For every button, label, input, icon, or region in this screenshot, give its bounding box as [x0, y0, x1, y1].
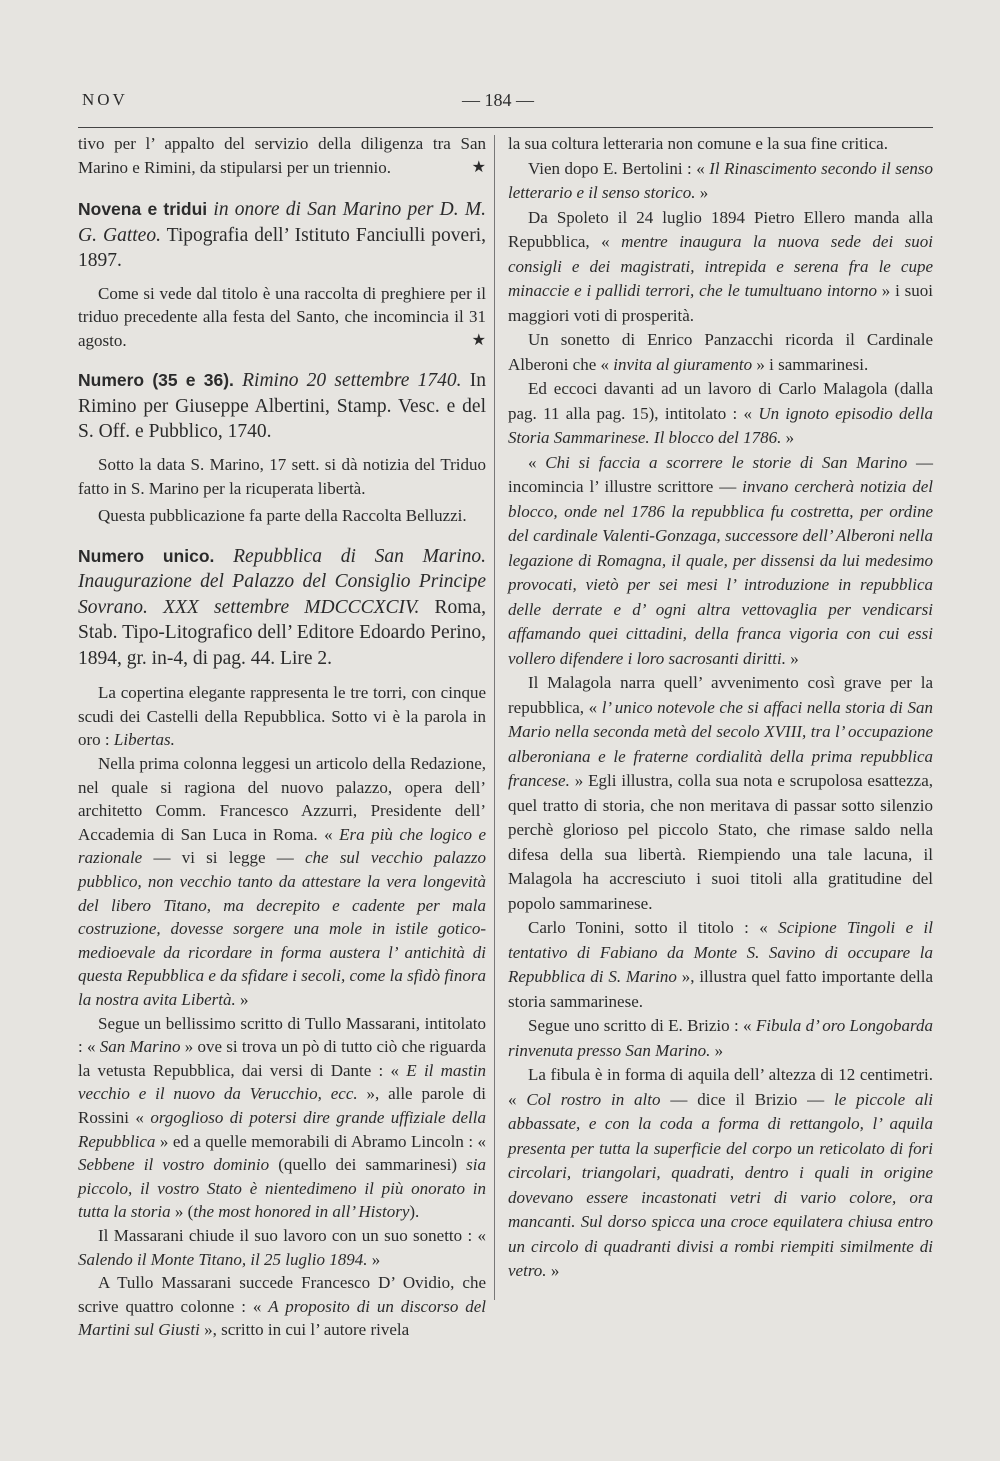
text-italic: Fibula d’ oro Longobarda rinvenuta presso San Marino. [508, 1016, 933, 1060]
text: ). [409, 1202, 420, 1222]
text-italic: le piccole ali abbassate, e con la coda a forma di rettangolo, l’ aquila presenta per tutta la superficie del corpo un reticolato di fori circolari, triangolari, quadrati, dentro i quali in origine dovevano essere incastonati vetri di vario colore, ora mancanti. Sul dorso spicca una croce equilatera chiusa entro un circolo di quadranti divisi a rombi riempiti similmente di vetro. [508, 1089, 933, 1280]
entry-numero-35-36 [78, 368, 486, 527]
text: » Egli illustra, colla sua nota e scrupolosa esattezza, quel tratto di storia, che non meritava di passar sotto silenzio perchè glorioso pel piccolo Stato, che rimase saldo nella difesa della sua libertà. Riempiendo una tale lacuna, il Malagola ha accresciuto i suoi titoli alla gratitudine del popolo sammarinese. [508, 771, 933, 913]
paragraph [508, 1063, 933, 1284]
text: » ( [170, 1202, 194, 1222]
text-italic: che sul vecchio palazzo pubblico, non vecchio tanto da attestare la vera longevità del libero Titano, ma decrepito e cadente per mala costruzione, dovesse sorgere una mole in istile gotico-medioevale da ricordare in forma austera l’ antichità di questa Repubblica e da sfidare i secoli, come la sfidò finora la nostra avita Libertà. [78, 848, 486, 1009]
entry-title-rest: Roma, Stab. Tipo-Litografico dell’ Editore Edoardo Perino, 1894, gr. in-4, di pag. 44. Lire 2. [78, 596, 486, 669]
text: Un sonetto di Enrico Panzacchi ricorda il Cardinale Alberoni che « [508, 330, 933, 374]
text: » ed a quelle memorabili di Abramo Lincoln : « [155, 1131, 486, 1151]
text: », illustra quel fatto importante della storia sammarinese. [508, 967, 933, 1011]
paragraph [78, 1224, 486, 1271]
text-italic: San Marino [99, 1037, 181, 1057]
text: Il Malagola narra quell’ avvenimento così grave per la repubblica, « [508, 673, 933, 717]
entry-title-italic: Repubblica di San Marino. Inaugurazione del Palazzo del Consiglio Principe Sovrano. XXX settembre MDCCCXCIV. [78, 545, 486, 618]
text-italic: A proposito di un discorso del Martini sul Giusti [78, 1296, 487, 1340]
text: » [781, 428, 795, 447]
text-italic: Sebbene il vostro dominio [78, 1155, 270, 1175]
text-italic: Salendo il Monte Titano, il 25 luglio 1894. [78, 1249, 368, 1269]
paragraph [508, 916, 933, 1014]
entry-note: Questa pubblicazione fa parte della Raccolta Belluzzi. [98, 506, 467, 526]
text-italic: the most honored in all’ History [193, 1202, 410, 1222]
paragraph [508, 206, 933, 329]
text: La fibula è in forma di aquila dell’ altezza di 12 centimetri. « [508, 1065, 933, 1109]
paragraph [78, 1271, 486, 1342]
text-italic: invita al giuramento [613, 354, 753, 374]
text-italic: Col rostro in alto [526, 1089, 661, 1109]
entry-title-rest: In Rimino per Giuseppe Albertini, Stamp. Vesc. e del S. Off. e Pubblico, 1740. [78, 370, 487, 443]
paragraph: la sua coltura letteraria non comune e la sua fine critica. [508, 134, 888, 153]
paragraph [78, 752, 486, 1012]
text: » ove si trova un pò di tutto ciò che riguarda la vetusta Repubblica, dai versi di Dante : « [78, 1037, 487, 1080]
text: — incomincia l’ illustre scrittore — [508, 452, 934, 496]
text: » i suoi maggiori voti di prosperità. [508, 281, 933, 325]
text-italic: Scipione Tingoli e il tentativo di Fabiano da Monte S. Savino di occupare la Repubblica di S. Marino [508, 918, 933, 986]
paragraph [508, 157, 933, 206]
text: « [528, 452, 546, 472]
star-icon: ★ [471, 331, 486, 349]
text: Segue uno scritto di E. Brizio : « [528, 1016, 756, 1035]
text: Carlo Tonini, sotto il titolo : « [528, 918, 779, 937]
text: Nella prima colonna leggesi un articolo della Redazione, nel quale si ragiona del nuovo palazzo, opera dell’ architetto Comm. Francesco Azzurri, Presidente dell’ Accademia di San Luca in Roma. « [78, 754, 486, 844]
text: », alle parole di Rossini « [78, 1084, 486, 1127]
entry-title-italic: Rimino 20 settembre 1740. [233, 370, 462, 392]
header-rule [78, 127, 933, 128]
text-italic: l’ unico notevole che si affaci nella storia di San Mario nella seconda metà del secolo XVIII, tra l’ occupazione alberoniana e le fraterne cordialità della prima repubblica francese. [508, 697, 933, 790]
text: » [695, 183, 709, 202]
entry-title [78, 544, 486, 672]
left-column [78, 132, 486, 1342]
text-italic: E il mastin vecchio e il nuovo da Verucchio, ecc. [78, 1060, 486, 1104]
text-italic: orgoglioso di potersi dire grande uffiziale della Repubblica [78, 1107, 486, 1151]
star-icon: ★ [471, 158, 486, 176]
entry-title [78, 197, 486, 274]
entry-note [78, 282, 486, 353]
paragraph [78, 1012, 486, 1224]
entry-note: Sotto la data S. Marino, 17 sett. si dà notizia del Triduo fatto in S. Marino per la ricuperata libertà. [78, 454, 486, 498]
text: » [710, 1040, 724, 1060]
text: » [367, 1249, 381, 1269]
paragraph [508, 328, 933, 377]
text: » i sammarinesi. [752, 354, 869, 374]
text: » [235, 989, 249, 1009]
entry-title-rest: Tipografia dell’ Istituto Fanciulli poveri, 1897. [78, 224, 486, 272]
text-italic: Era più che logico e razionale [78, 824, 486, 868]
text-italic: sia piccolo, il vostro Stato è nientedimeno il più onorato in tutta la storia [78, 1155, 486, 1222]
paragraph [508, 671, 933, 916]
paragraph [508, 451, 933, 672]
entry-title [78, 368, 486, 445]
paragraph [508, 1014, 933, 1063]
entry-novena [78, 197, 486, 352]
right-column [508, 132, 933, 1284]
column-divider [494, 135, 495, 1300]
entry-heading: Numero unico. [78, 545, 215, 566]
text: — dice il Brizio — [660, 1089, 834, 1109]
text: Da Spoleto il 24 luglio 1894 Pietro Ellero manda alla Repubblica, « [508, 207, 933, 251]
intro-text: tivo per l’ appalto del servizio della diligenza tra San Marino e Rimini, da stipularsi per un triennio. [78, 134, 486, 177]
intro-paragraph [78, 132, 486, 179]
note-text: Come si vede dal titolo è una raccolta di preghiere per il triduo precedente alla festa del Santo, che incomincia il 31 agosto. [78, 283, 486, 350]
text-italic: Un ignoto episodio della Storia Sammarinese. Il blocco del 1786. [508, 403, 933, 447]
text-italic: Il Rinascimento secondo il senso letterario e il senso storico. [508, 158, 933, 202]
text: La copertina elegante rappresenta le tre torri, con cinque scudi dei Castelli della Repubblica. Sotto vi è la parola in oro : [78, 683, 486, 750]
text: A Tullo Massarani succede Francesco D’ Ovidio, che scrive quattro colonne : « [78, 1273, 486, 1316]
text-italic: invano cercherà notizia del blocco, onde nel 1786 la repubblica fu costretta, per ordine del cardinale Valenti-Gonzaga, successore dell’ Alberoni nella legazione di Romagna, il quale, per dissensi da lui medesimo provocati, vietò per sei mesi l’ introduzione in repubblica delle derrate e d’ ogni altra vettovaglia per vendicarsi affamando quei cittadini, della franca vigoria con cui essi vollero difendere i loro sacrosanti diritti. [508, 477, 933, 668]
entry-heading: Novena e tridui [78, 199, 208, 220]
entry-heading: Numero (35 e 36). [78, 370, 234, 391]
text: Ed eccoci davanti ad un lavoro di Carlo Malagola (dalla pag. 11 alla pag. 15), intitolato : « [508, 379, 933, 423]
text: Vien dopo E. Bertolini : « [528, 158, 710, 178]
paragraph [78, 681, 486, 752]
text-italic: Chi si faccia a scorrere le storie di San Marino [545, 452, 908, 472]
page-number: — 184 — [462, 90, 534, 110]
text: (quello dei sammarinesi) [269, 1155, 467, 1175]
text-italic: mentre inaugura la nuova sede dei suoi consigli e dei magistrati, intrepida e serena fra le cupe minaccie e i pallidi terrori, che le tumultuano intorno [508, 232, 934, 300]
running-head: NOV [82, 90, 128, 109]
text: Il Massarani chiude il suo lavoro con un suo sonetto : « [98, 1225, 486, 1245]
text-italic: Libertas. [113, 730, 175, 750]
text: », scritto in cui l’ autore rivela [199, 1320, 410, 1340]
text: » [546, 1261, 560, 1280]
entry-title-italic: in onore di San Marino per D. M. G. Gatteo. [78, 199, 486, 246]
entry-numero-unico [78, 544, 486, 1342]
text: » [785, 648, 799, 668]
paragraph [508, 377, 933, 451]
text: Segue un bellissimo scritto di Tullo Massarani, intitolato : « [78, 1013, 486, 1057]
text: — vi si legge — [142, 848, 305, 868]
